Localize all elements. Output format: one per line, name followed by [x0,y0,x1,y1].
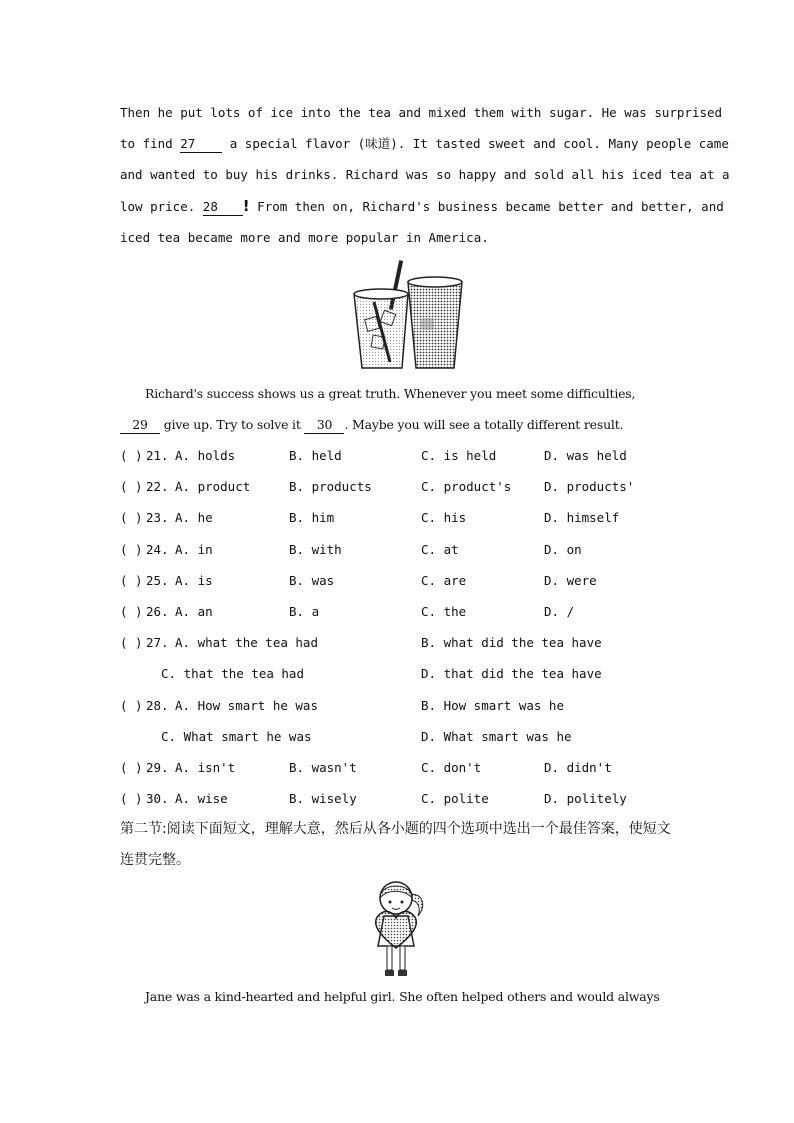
option-d: D. / [544,604,575,619]
option-a: A. what the tea had [175,635,318,650]
option-c: C. are [421,573,467,588]
question-number: 22. [146,479,169,494]
option-c: C. his [421,510,467,525]
girl-holding-heart-image [366,876,428,978]
answer-bracket[interactable]: ( ) [120,791,143,806]
exclamation-mark: ! [242,197,250,215]
option-c: C. at [421,542,459,557]
answer-bracket[interactable]: ( ) [120,510,143,525]
option-b: B. products [289,479,372,494]
option-a: A. in [175,542,213,557]
passage-line: and wanted to buy his drinks. Richard was so happy and sold all his iced tea at a [120,167,730,182]
option-b: B. held [289,448,342,463]
passage-line [120,417,676,434]
option-b: B. a [289,604,320,619]
option-a: A. How smart he was [175,698,318,713]
section-heading-continued: 连贯完整。 [120,852,190,868]
answer-bracket[interactable]: ( ) [120,635,143,650]
text-fragment: give up. Try to solve it [160,417,305,432]
option-d: D. was held [544,448,627,463]
section-heading: 第二节:阅读下面短文，理解大意，然后从各小题的四个选项中选出一个最佳答案，使短文 [120,821,671,837]
option-b: B. How smart was he [421,698,564,713]
option-d: D. products' [544,479,635,494]
option-b: B. with [289,542,342,557]
option-c: C. the [421,604,467,619]
answer-bracket[interactable]: ( ) [120,698,143,713]
option-a: A. an [175,604,213,619]
text-fragment: . Maybe you will see a totally different result. [344,417,624,432]
answer-bracket[interactable]: ( ) [120,604,143,619]
question-number: 27. [146,635,169,650]
passage-line: Richard's success shows us a great truth. Whenever you meet some difficulties, [145,386,636,401]
option-b: B. wisely [289,791,357,806]
passage-line: iced tea became more and more popular in America. [120,230,489,245]
option-a: A. product [175,479,251,494]
option-c: C. is held [421,448,497,463]
option-d: D. were [544,573,597,588]
option-a: A. wise [175,791,228,806]
question-number: 21. [146,448,169,463]
option-d: D. that did the tea have [421,666,602,681]
passage-line [120,197,724,216]
question-number: 24. [146,542,169,557]
option-a: A. holds [175,448,236,463]
option-b: B. was [289,573,335,588]
question-number: 30. [146,791,169,806]
option-c: C. don't [421,760,482,775]
answer-blank-28: 28 [203,199,243,216]
answer-bracket[interactable]: ( ) [120,760,143,775]
iced-tea-cups-image [350,258,466,370]
text-fragment: a special flavor (味道). It tasted sweet and cool. Many people came [222,136,729,151]
option-b: B. wasn't [289,760,357,775]
passage-line: Then he put lots of ice into the tea and mixed them with sugar. He was surprised [120,105,723,120]
option-d: D. didn't [544,760,612,775]
option-b: B. him [289,510,335,525]
question-number: 29. [146,760,169,775]
option-a: A. he [175,510,213,525]
answer-bracket[interactable]: ( ) [120,573,143,588]
option-a: A. is [175,573,213,588]
option-c: C. polite [421,791,489,806]
option-c: C. What smart he was [161,729,312,744]
option-d: D. politely [544,791,627,806]
question-number: 28. [146,698,169,713]
option-c: C. product's [421,479,512,494]
option-d: D. on [544,542,582,557]
answer-blank-27: 27 [180,136,222,153]
question-number: 25. [146,573,169,588]
answer-bracket[interactable]: ( ) [120,479,143,494]
question-number: 26. [146,604,169,619]
option-d: D. himself [544,510,620,525]
text-fragment: to find [120,136,181,151]
answer-bracket[interactable]: ( ) [120,448,143,463]
answer-blank-29: 29 [120,417,160,434]
passage-line [120,136,729,153]
answer-blank-30: 30 [304,417,344,434]
option-b: B. what did the tea have [421,635,602,650]
option-c: C. that the tea had [161,666,304,681]
option-a: A. isn't [175,760,236,775]
text-fragment: low price. [120,199,203,214]
option-d: D. What smart was he [421,729,572,744]
passage-line: Jane was a kind-hearted and helpful girl. She often helped others and would always [145,989,660,1004]
text-fragment: From then on, Richard's business became better and better, and [249,199,724,214]
question-number: 23. [146,510,169,525]
answer-bracket[interactable]: ( ) [120,542,143,557]
